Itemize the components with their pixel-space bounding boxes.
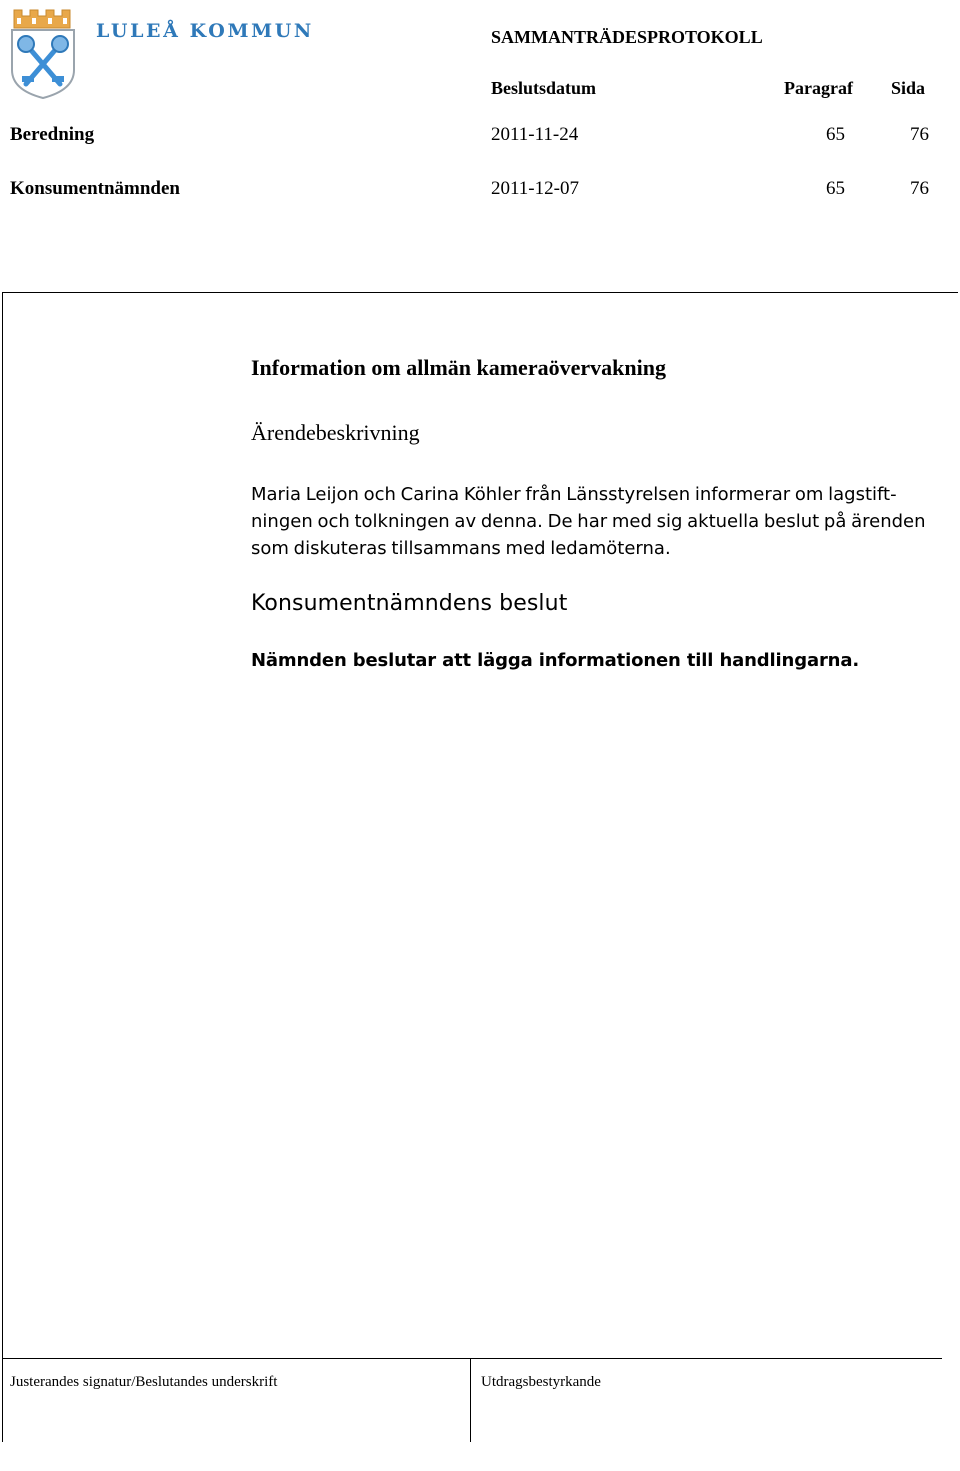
column-header-date: Beslutsdatum bbox=[491, 78, 597, 98]
footer-divider-line bbox=[2, 1358, 942, 1359]
footer-column-divider bbox=[470, 1358, 471, 1442]
row-date-konsumentnamnden: 2011-12-07 bbox=[491, 178, 579, 199]
row-page-konsumentnamnden: 76 bbox=[910, 178, 929, 199]
row-date-beredning: 2011-11-24 bbox=[491, 124, 579, 145]
column-header-page: Sida bbox=[891, 78, 926, 98]
lulea-coat-of-arms-logo bbox=[8, 4, 80, 100]
signature-label: Justerandes signatur/Beslutandes underskrift bbox=[10, 1374, 278, 1390]
decision-heading: Konsumentnämndens beslut bbox=[251, 591, 568, 616]
protocol-title: SAMMANTRÄDESPROTOKOLL bbox=[491, 27, 763, 47]
certification-label: Utdragsbestyrkande bbox=[481, 1374, 601, 1390]
content-frame-top-border bbox=[2, 292, 958, 293]
row-paragraph-beredning: 65 bbox=[826, 124, 845, 145]
row-paragraph-konsumentnamnden: 65 bbox=[826, 178, 845, 199]
content-frame-left-border bbox=[2, 292, 3, 1442]
description-text: Maria Leijon och Carina Köhler från Länsstyrelsen informerar om lagstift-ningen och tolkningen av denna. De har med sig aktuella beslut på ärenden som diskuteras tillsammans med ledamöterna. bbox=[251, 484, 926, 559]
organization-name: LULEÅ KOMMUN bbox=[96, 20, 314, 42]
row-page-beredning: 76 bbox=[910, 124, 929, 145]
case-title: Information om allmän kameraövervakning bbox=[251, 355, 666, 380]
description-heading: Ärendebeskrivning bbox=[251, 420, 420, 445]
decision-text: Nämnden beslutar att lägga informationen till handlingarna. bbox=[251, 650, 860, 671]
row-label-beredning: Beredning bbox=[10, 124, 95, 145]
column-header-paragraph: Paragraf bbox=[784, 78, 853, 98]
row-label-konsumentnamnden: Konsumentnämnden bbox=[10, 178, 180, 199]
